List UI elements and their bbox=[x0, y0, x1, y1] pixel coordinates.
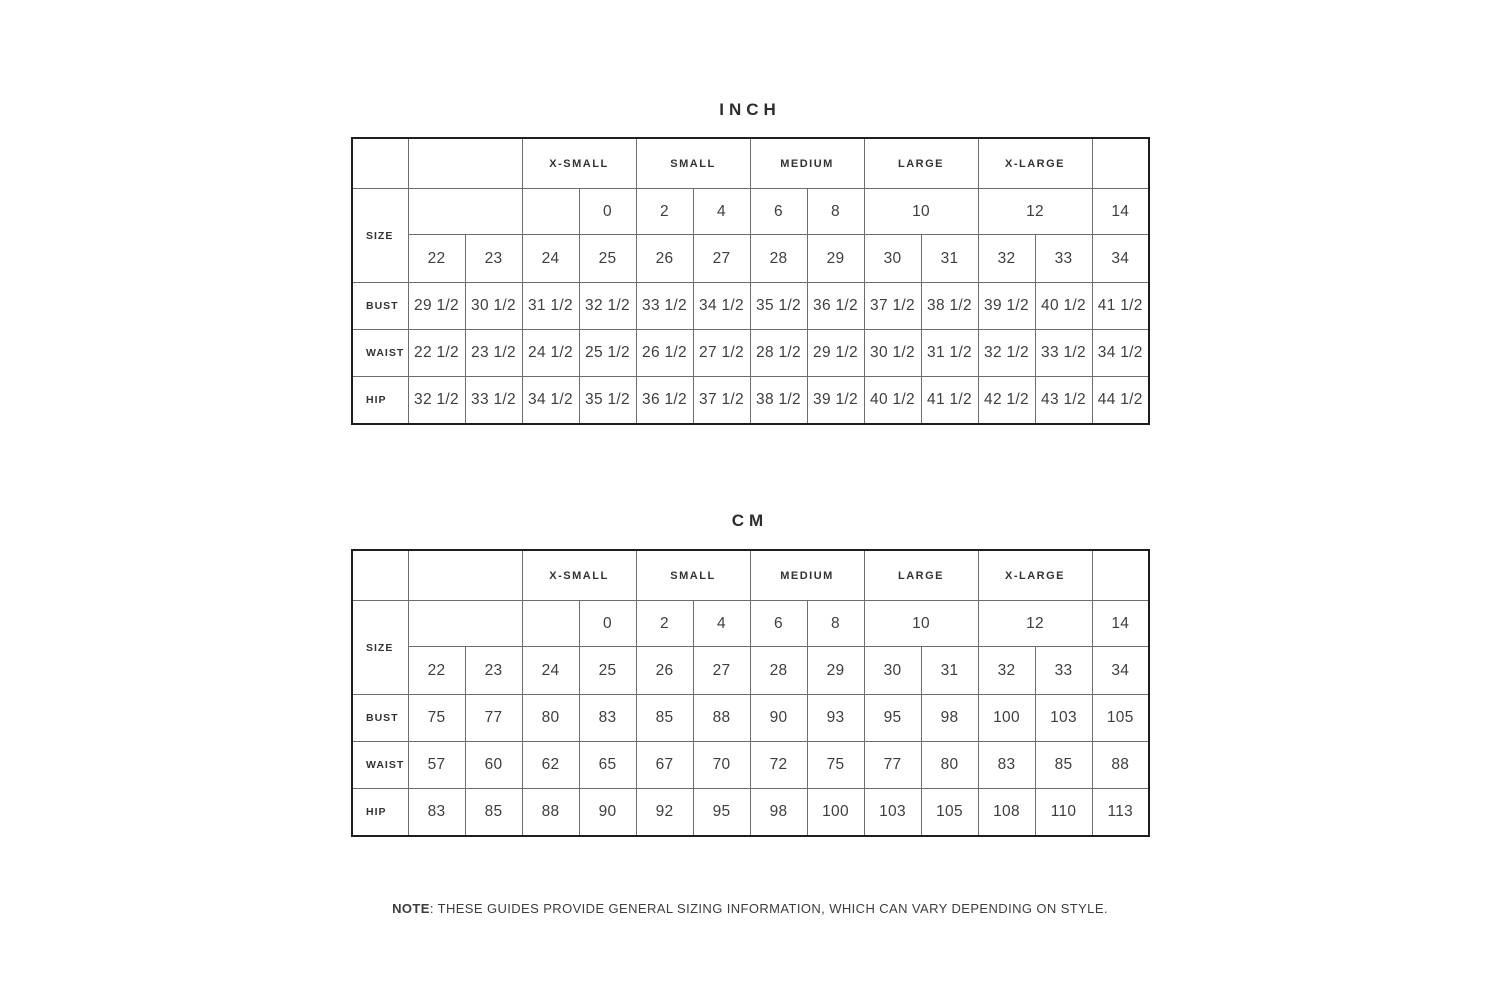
numeric-size-cell: 2 bbox=[636, 189, 693, 235]
measurement-value-cell: 33 1/2 bbox=[465, 377, 522, 425]
measurement-value-cell: 90 bbox=[579, 789, 636, 837]
measurement-value-cell: 98 bbox=[750, 789, 807, 837]
measurement-value-cell: 33 1/2 bbox=[636, 283, 693, 330]
measurement-value-cell: 103 bbox=[864, 789, 921, 837]
measurement-value-cell: 35 1/2 bbox=[750, 283, 807, 330]
measurement-value-cell: 75 bbox=[408, 695, 465, 742]
measurement-value-cell: 67 bbox=[636, 742, 693, 789]
size-group-header: MEDIUM bbox=[750, 550, 864, 601]
measurement-value-cell: 85 bbox=[1035, 742, 1092, 789]
measurement-value-cell: 40 1/2 bbox=[864, 377, 921, 425]
measurement-value-cell: 80 bbox=[921, 742, 978, 789]
measurement-value-cell: 29 1/2 bbox=[807, 330, 864, 377]
measurement-value-cell: 27 1/2 bbox=[693, 330, 750, 377]
numeric-size-cell: 6 bbox=[750, 601, 807, 647]
letter-size-cell: 31 bbox=[921, 647, 978, 695]
measurement-value-cell: 22 1/2 bbox=[408, 330, 465, 377]
measurement-value-cell: 30 1/2 bbox=[465, 283, 522, 330]
numeric-size-cell: 12 bbox=[978, 601, 1092, 647]
measurement-value-cell: 31 1/2 bbox=[522, 283, 579, 330]
measurement-value-cell: 85 bbox=[636, 695, 693, 742]
size-group-header: LARGE bbox=[864, 550, 978, 601]
letter-size-cell: 28 bbox=[750, 235, 807, 283]
empty-cell bbox=[1092, 138, 1149, 189]
measurement-value-cell: 100 bbox=[978, 695, 1035, 742]
measurement-value-cell: 24 1/2 bbox=[522, 330, 579, 377]
measurement-value-cell: 36 1/2 bbox=[636, 377, 693, 425]
measurement-value-cell: 28 1/2 bbox=[750, 330, 807, 377]
numeric-size-cell: 4 bbox=[693, 601, 750, 647]
measurement-value-cell: 44 1/2 bbox=[1092, 377, 1149, 425]
measurement-value-cell: 83 bbox=[408, 789, 465, 837]
measurement-value-cell: 110 bbox=[1035, 789, 1092, 837]
measurement-row-label: HIP bbox=[352, 377, 408, 425]
letter-size-cell: 30 bbox=[864, 647, 921, 695]
measurement-value-cell: 32 1/2 bbox=[978, 330, 1035, 377]
numeric-size-cell: 12 bbox=[978, 189, 1092, 235]
empty-cell bbox=[522, 189, 579, 235]
size-group-header: SMALL bbox=[636, 138, 750, 189]
numeric-size-cell: 8 bbox=[807, 189, 864, 235]
letter-size-cell: 34 bbox=[1092, 235, 1149, 283]
letter-size-cell: 29 bbox=[807, 235, 864, 283]
letter-size-cell: 34 bbox=[1092, 647, 1149, 695]
measurement-value-cell: 43 1/2 bbox=[1035, 377, 1092, 425]
measurement-value-cell: 26 1/2 bbox=[636, 330, 693, 377]
size-group-header: LARGE bbox=[864, 138, 978, 189]
measurement-value-cell: 32 1/2 bbox=[579, 283, 636, 330]
letter-size-cell: 25 bbox=[579, 647, 636, 695]
measurement-value-cell: 90 bbox=[750, 695, 807, 742]
empty-cell bbox=[408, 550, 522, 601]
size-group-header: X-SMALL bbox=[522, 138, 636, 189]
measurement-value-cell: 113 bbox=[1092, 789, 1149, 837]
sizing-note-label: NOTE bbox=[392, 901, 430, 916]
letter-size-cell: 25 bbox=[579, 235, 636, 283]
measurement-value-cell: 88 bbox=[1092, 742, 1149, 789]
measurement-value-cell: 83 bbox=[579, 695, 636, 742]
numeric-size-cell: 10 bbox=[864, 189, 978, 235]
measurement-value-cell: 92 bbox=[636, 789, 693, 837]
letter-size-cell: 26 bbox=[636, 235, 693, 283]
measurement-value-cell: 95 bbox=[693, 789, 750, 837]
cm-table-title: CM bbox=[731, 511, 769, 530]
letter-size-cell: 29 bbox=[807, 647, 864, 695]
sizing-note-text: : THESE GUIDES PROVIDE GENERAL SIZING INFORMATION, WHICH CAN VARY DEPENDING ON STYLE. bbox=[429, 901, 1108, 916]
letter-size-cell: 32 bbox=[978, 235, 1035, 283]
measurement-value-cell: 57 bbox=[408, 742, 465, 789]
size-row-label: SIZE bbox=[352, 189, 408, 283]
measurement-value-cell: 41 1/2 bbox=[1092, 283, 1149, 330]
measurement-value-cell: 108 bbox=[978, 789, 1035, 837]
measurement-value-cell: 80 bbox=[522, 695, 579, 742]
numeric-size-cell: 10 bbox=[864, 601, 978, 647]
measurement-row-label: BUST bbox=[352, 283, 408, 330]
numeric-size-cell: 0 bbox=[579, 189, 636, 235]
measurement-value-cell: 34 1/2 bbox=[1092, 330, 1149, 377]
corner-cell bbox=[352, 550, 408, 601]
measurement-value-cell: 37 1/2 bbox=[693, 377, 750, 425]
measurement-value-cell: 72 bbox=[750, 742, 807, 789]
measurement-value-cell: 83 bbox=[978, 742, 1035, 789]
measurement-value-cell: 37 1/2 bbox=[864, 283, 921, 330]
letter-size-cell: 24 bbox=[522, 647, 579, 695]
measurement-value-cell: 34 1/2 bbox=[522, 377, 579, 425]
measurement-value-cell: 42 1/2 bbox=[978, 377, 1035, 425]
measurement-value-cell: 25 1/2 bbox=[579, 330, 636, 377]
measurement-row-label: BUST bbox=[352, 695, 408, 742]
letter-size-cell: 33 bbox=[1035, 647, 1092, 695]
letter-size-cell: 31 bbox=[921, 235, 978, 283]
measurement-value-cell: 77 bbox=[465, 695, 522, 742]
measurement-value-cell: 32 1/2 bbox=[408, 377, 465, 425]
letter-size-cell: 32 bbox=[978, 647, 1035, 695]
measurement-value-cell: 77 bbox=[864, 742, 921, 789]
measurement-value-cell: 88 bbox=[693, 695, 750, 742]
measurement-value-cell: 36 1/2 bbox=[807, 283, 864, 330]
size-group-header: SMALL bbox=[636, 550, 750, 601]
measurement-value-cell: 41 1/2 bbox=[921, 377, 978, 425]
size-group-header: X-LARGE bbox=[978, 550, 1092, 601]
measurement-value-cell: 38 1/2 bbox=[921, 283, 978, 330]
measurement-row-label: HIP bbox=[352, 789, 408, 837]
measurement-row-label: WAIST bbox=[352, 330, 408, 377]
size-group-header: MEDIUM bbox=[750, 138, 864, 189]
measurement-value-cell: 98 bbox=[921, 695, 978, 742]
size-group-header: X-LARGE bbox=[978, 138, 1092, 189]
sizing-note bbox=[0, 901, 1500, 916]
letter-size-cell: 33 bbox=[1035, 235, 1092, 283]
empty-cell bbox=[408, 189, 522, 235]
measurement-value-cell: 105 bbox=[1092, 695, 1149, 742]
measurement-value-cell: 39 1/2 bbox=[978, 283, 1035, 330]
measurement-value-cell: 40 1/2 bbox=[1035, 283, 1092, 330]
letter-size-cell: 24 bbox=[522, 235, 579, 283]
measurement-row-label: WAIST bbox=[352, 742, 408, 789]
measurement-value-cell: 34 1/2 bbox=[693, 283, 750, 330]
numeric-size-cell: 8 bbox=[807, 601, 864, 647]
letter-size-cell: 27 bbox=[693, 647, 750, 695]
measurement-value-cell: 93 bbox=[807, 695, 864, 742]
numeric-size-cell: 2 bbox=[636, 601, 693, 647]
numeric-size-cell: 14 bbox=[1092, 189, 1149, 235]
measurement-value-cell: 35 1/2 bbox=[579, 377, 636, 425]
size-table-cm bbox=[351, 549, 1150, 837]
size-table-inch bbox=[351, 137, 1150, 425]
measurement-value-cell: 75 bbox=[807, 742, 864, 789]
letter-size-cell: 26 bbox=[636, 647, 693, 695]
letter-size-cell: 23 bbox=[465, 235, 522, 283]
measurement-value-cell: 29 1/2 bbox=[408, 283, 465, 330]
inch-table-title: INCH bbox=[719, 100, 781, 119]
measurement-value-cell: 103 bbox=[1035, 695, 1092, 742]
numeric-size-cell: 4 bbox=[693, 189, 750, 235]
measurement-value-cell: 70 bbox=[693, 742, 750, 789]
letter-size-cell: 23 bbox=[465, 647, 522, 695]
empty-cell bbox=[408, 138, 522, 189]
measurement-value-cell: 30 1/2 bbox=[864, 330, 921, 377]
measurement-value-cell: 38 1/2 bbox=[750, 377, 807, 425]
measurement-value-cell: 33 1/2 bbox=[1035, 330, 1092, 377]
empty-cell bbox=[1092, 550, 1149, 601]
empty-cell bbox=[522, 601, 579, 647]
measurement-value-cell: 65 bbox=[579, 742, 636, 789]
measurement-value-cell: 88 bbox=[522, 789, 579, 837]
letter-size-cell: 22 bbox=[408, 647, 465, 695]
measurement-value-cell: 39 1/2 bbox=[807, 377, 864, 425]
measurement-value-cell: 105 bbox=[921, 789, 978, 837]
letter-size-cell: 22 bbox=[408, 235, 465, 283]
measurement-value-cell: 62 bbox=[522, 742, 579, 789]
measurement-value-cell: 95 bbox=[864, 695, 921, 742]
letter-size-cell: 30 bbox=[864, 235, 921, 283]
measurement-value-cell: 60 bbox=[465, 742, 522, 789]
cm-size-table-container bbox=[351, 549, 1150, 837]
corner-cell bbox=[352, 138, 408, 189]
inch-size-table-container bbox=[351, 137, 1150, 425]
numeric-size-cell: 0 bbox=[579, 601, 636, 647]
empty-cell bbox=[408, 601, 522, 647]
measurement-value-cell: 31 1/2 bbox=[921, 330, 978, 377]
measurement-value-cell: 23 1/2 bbox=[465, 330, 522, 377]
size-group-header: X-SMALL bbox=[522, 550, 636, 601]
measurement-value-cell: 85 bbox=[465, 789, 522, 837]
measurement-value-cell: 100 bbox=[807, 789, 864, 837]
letter-size-cell: 28 bbox=[750, 647, 807, 695]
letter-size-cell: 27 bbox=[693, 235, 750, 283]
size-row-label: SIZE bbox=[352, 601, 408, 695]
numeric-size-cell: 6 bbox=[750, 189, 807, 235]
numeric-size-cell: 14 bbox=[1092, 601, 1149, 647]
